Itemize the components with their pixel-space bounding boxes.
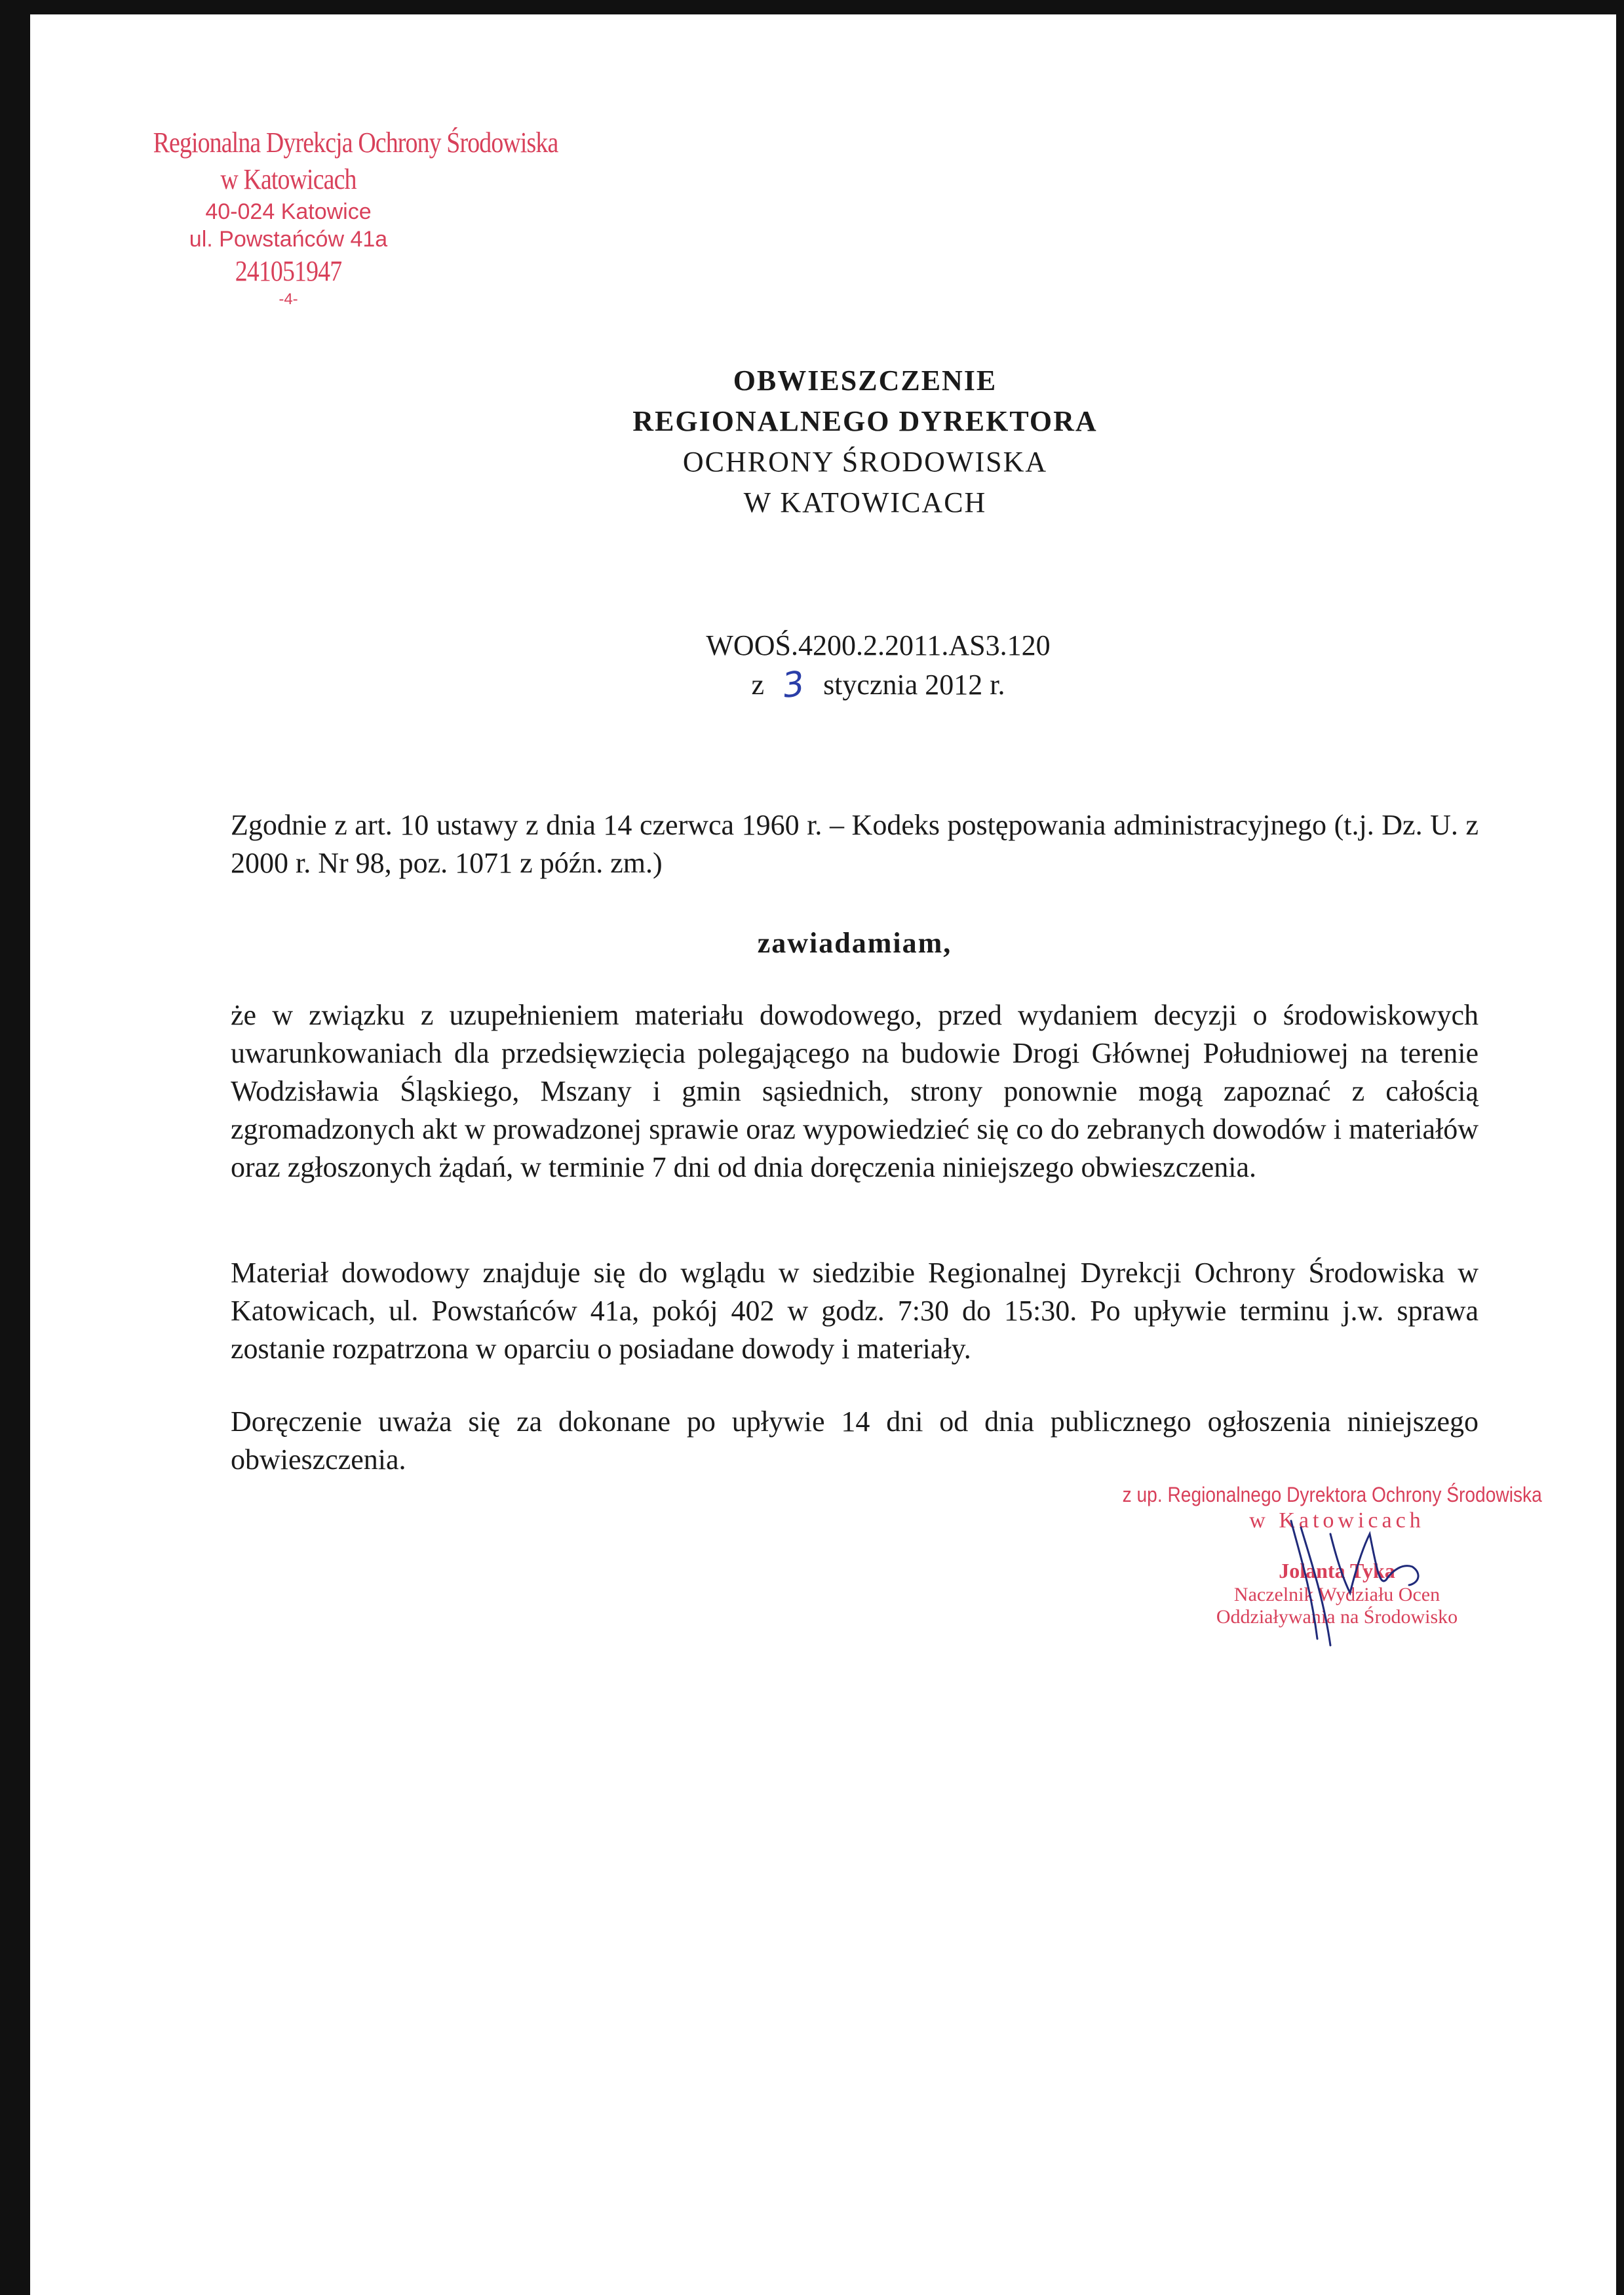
stamp-street: ul. Powstańców 41a xyxy=(189,227,388,252)
document-date xyxy=(590,665,1167,705)
handwritten-signature xyxy=(1271,1508,1442,1665)
date-day-handwritten: 3 xyxy=(780,663,807,707)
date-rest: stycznia 2012 r. xyxy=(823,669,1005,701)
scan-edge-left xyxy=(0,0,30,2295)
paragraph-notice: że w związku z uzupełnieniem materiału dowodowego, przed wydaniem decyzji o środowiskowych uwarunkowaniach dla przedsięwzięcia polegającego na budowie Drogi Głównej Południowej na terenie Wodzisławia Śląskiego, Mszany i gmin sąsiednich, strony ponownie mogą zapoznać z całością zgromadzonych akt w prowadzonej sprawie oraz wypowiedzieć się co do zebranych dowodów i materiałów oraz zgłoszonych żądań, w terminie 7 dni od dnia doręczenia niniejszego obwieszczenia. xyxy=(231,999,1479,1183)
stamp-institution: Regionalna Dyrekcja Ochrony Środowiska xyxy=(153,127,558,159)
scan-edge-top xyxy=(0,0,1624,14)
paragraph-legal-basis: Zgodnie z art. 10 ustawy z dnia 14 czerwca 1960 r. – Kodeks postępowania administracyjnego (t.j. Dz. U. z 2000 r. Nr 98, poz. 1071 z późn. zm.) xyxy=(231,809,1479,879)
signature-authority: z up. Regionalnego Dyrektora Ochrony Środowiska xyxy=(1122,1483,1542,1506)
paragraph-delivery: Doręczenie uważa się za dokonane po upływie 14 dni od dnia publicznego ogłoszenia niniejszego obwieszczenia. xyxy=(231,1405,1479,1476)
notification-heading: zawiadamiam, xyxy=(757,927,952,959)
signatory-role: Naczelnik Wydziału Ocen xyxy=(1233,1584,1440,1605)
stamp-city: w Katowicach xyxy=(220,163,357,195)
title-line-1: OBWIESZCZENIE xyxy=(733,364,997,397)
stamp-regon: 241051947 xyxy=(235,255,342,287)
letterhead-stamp xyxy=(131,125,558,309)
title-line-4: W KATOWICACH xyxy=(743,486,987,519)
stamp-postal-code: 40-024 Katowice xyxy=(205,199,372,224)
signature-city: w Katowicach xyxy=(1249,1508,1425,1533)
case-reference-number: WOOŚ.4200.2.2011.AS3.120 xyxy=(706,629,1051,661)
scan-edge-right xyxy=(1616,0,1624,2295)
reference-block xyxy=(590,626,1167,705)
signatory-name: Jolanta Tyka xyxy=(1279,1559,1395,1582)
title-line-2: REGIONALNEGO DYREKTORA xyxy=(632,405,1098,437)
stamp-number: -4- xyxy=(279,290,298,308)
document-title xyxy=(459,361,1271,523)
signatory-department: Oddziaływania na Środowisko xyxy=(1216,1606,1458,1628)
paragraph-evidence-location: Materiał dowodowy znajduje się do wglądu w siedzibie Regionalnej Dyrekcji Ochrony Środowiska w Katowicach, ul. Powstańców 41a, pokój 402 w godz. 7:30 do 15:30. Po upływie terminu j.w. sprawa zostanie rozpatrzona w oparciu o posiadane dowody i materiały. xyxy=(231,1257,1479,1365)
title-line-3: OCHRONY ŚRODOWISKA xyxy=(682,446,1048,478)
date-prefix: z xyxy=(751,669,765,701)
